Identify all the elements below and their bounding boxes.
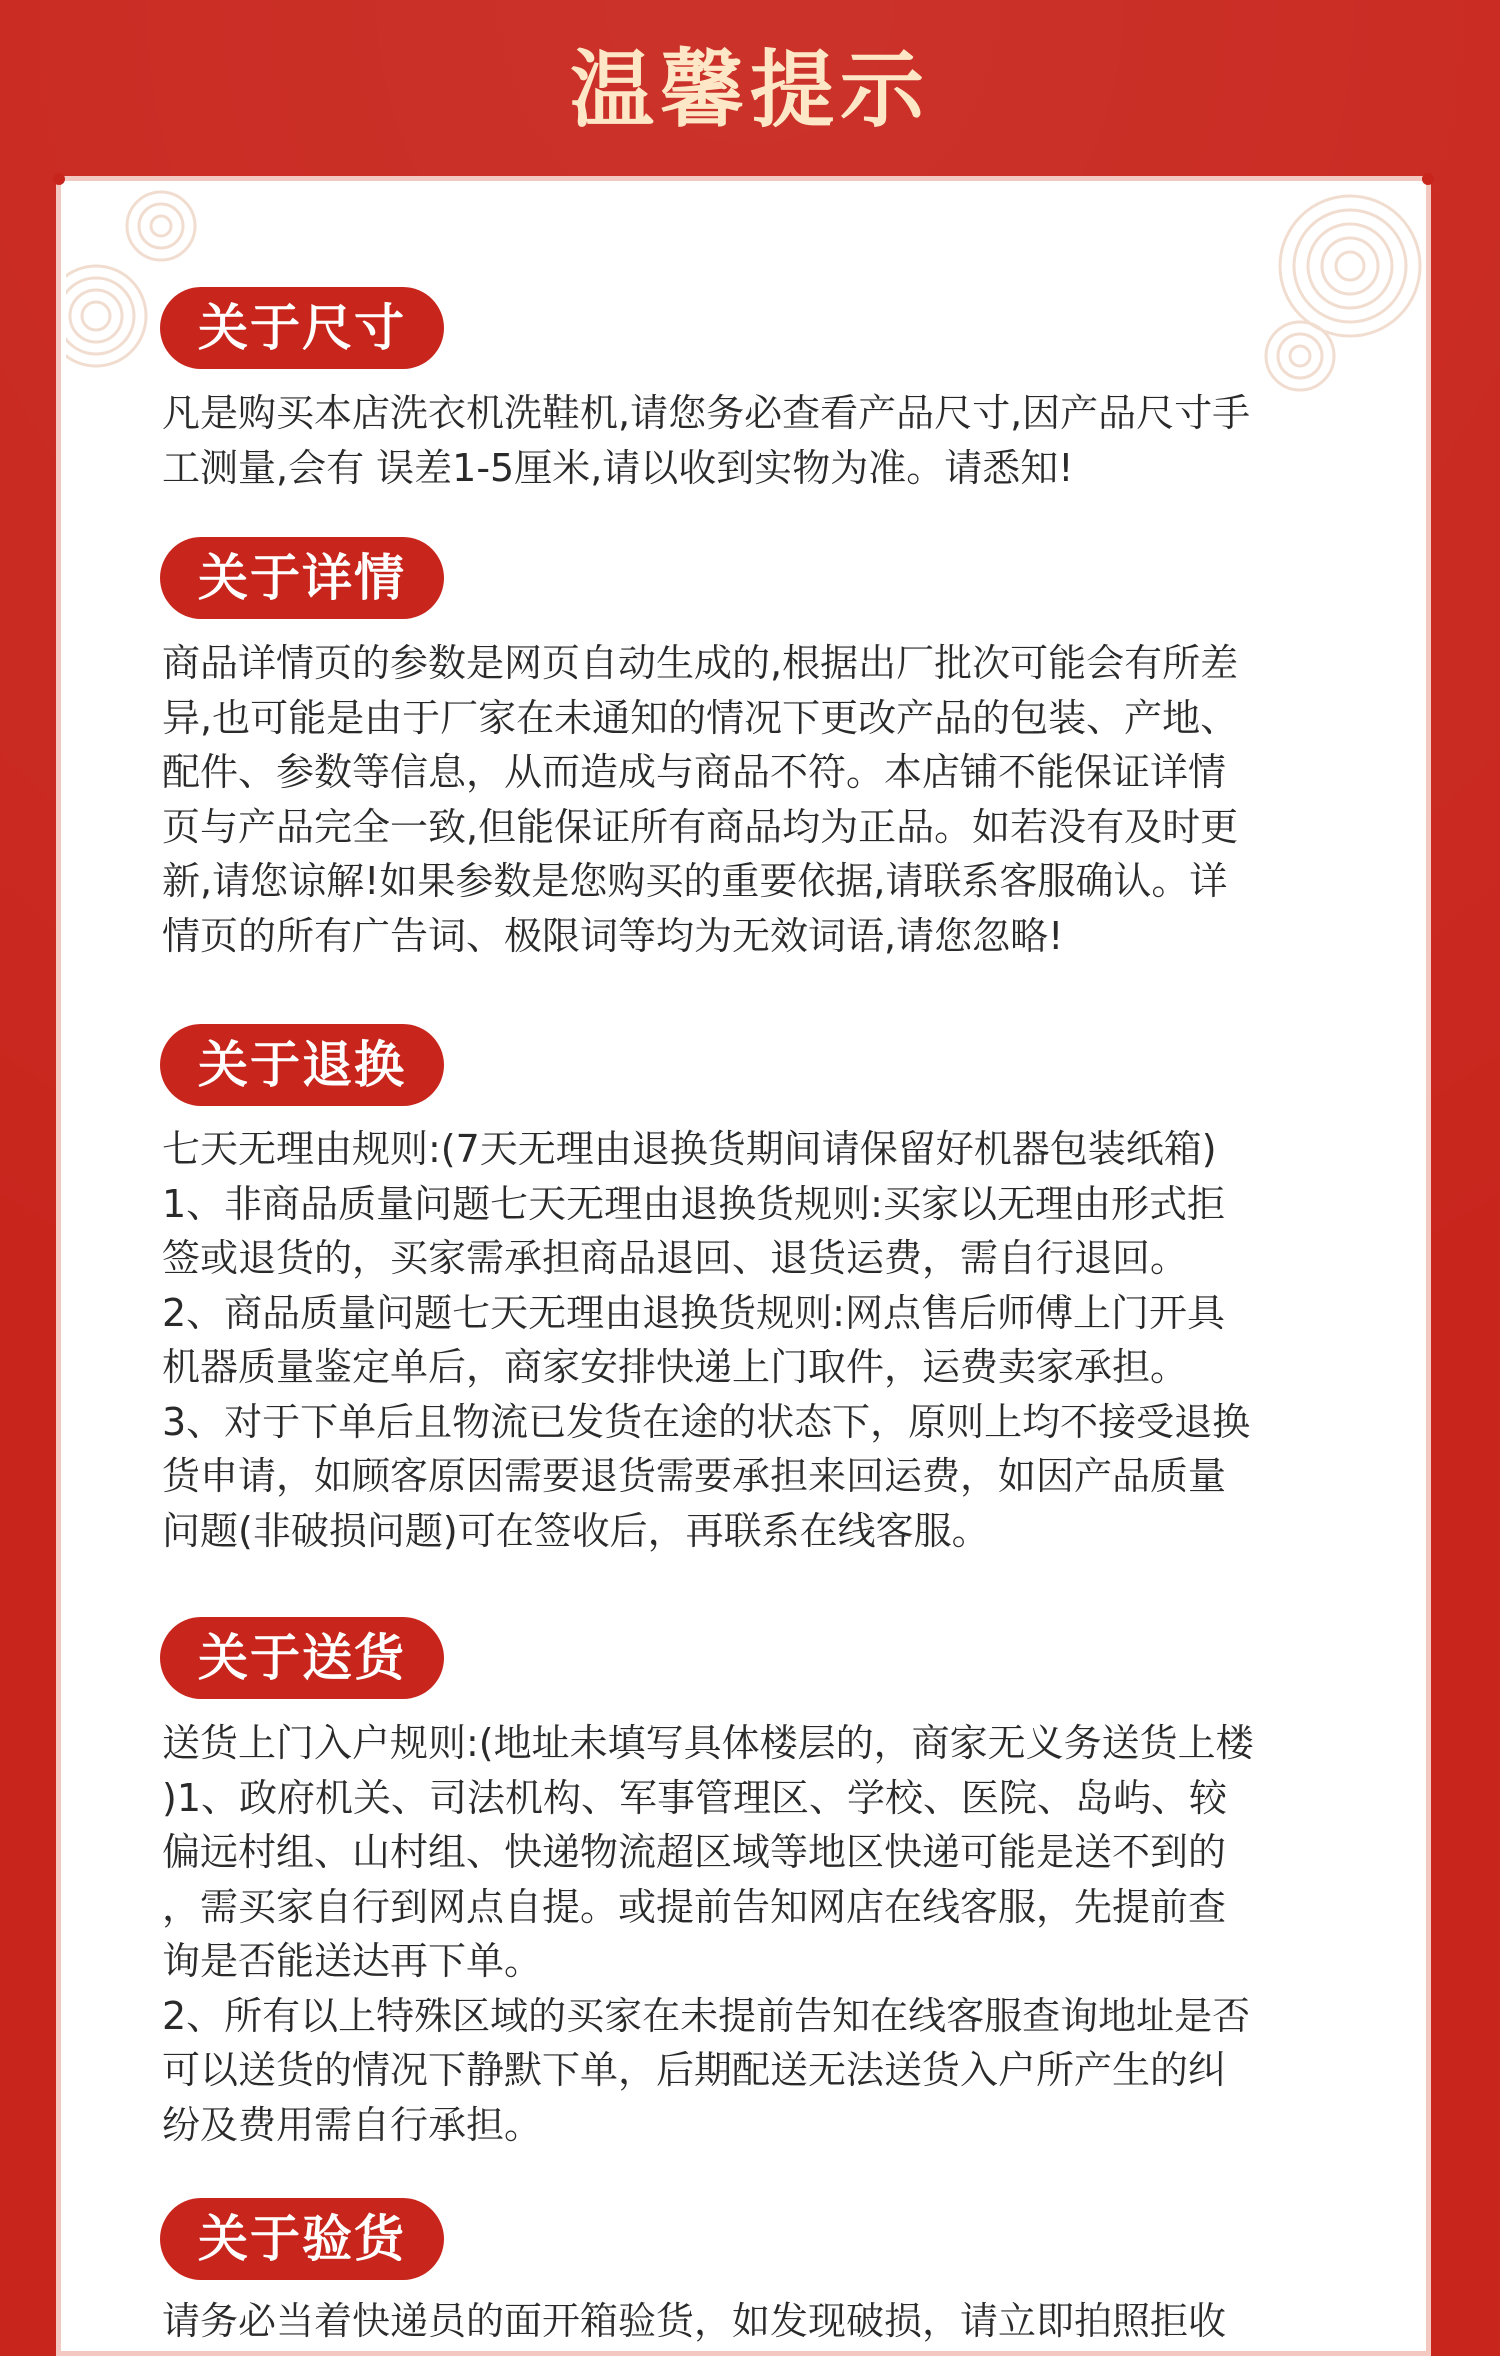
corner-dot <box>1422 173 1434 185</box>
cloud-pattern-icon <box>1230 186 1425 396</box>
section-text-details: 商品详情页的参数是网页自动生成的,根据出厂批次可能会有所差 异,也可能是由于厂家在未通知的情况下更改产品的包装、产地、 配件、参数等信息，从而造成与商品不符。本店铺不能保证详情 页与产品完全一致,但能保证所有商品均为正品。如若没有及时更 新,请您谅解!如果参数是您购买的重要依据,请联系客服确认。详 情页的所有广告词、极限词等均为无效词语,请您忽略! <box>162 641 1239 958</box>
section-text-size: 凡是购买本店洗衣机洗鞋机,请您务必查看产品尺寸,因产品尺寸手 工测量,会有 误差1-5厘米,请以收到实物为准。请悉知! <box>162 391 1251 490</box>
section-text-inspection: 请务必当着快递员的面开箱验货，如发现破损，请立即拍照拒收 <box>162 2299 1227 2343</box>
section-heading-returns: 关于退换 <box>160 1024 444 1106</box>
section-heading-size: 关于尺寸 <box>160 287 444 369</box>
section-text-delivery: 送货上门入户规则:(地址未填写具体楼层的，商家无义务送货上楼 )1、政府机关、司法机构、军事管理区、学校、医院、岛屿、较 偏远村组、山村组、快递物流超区域等地区快递可能是送不到的 ，需买家自行到网点自提。或提前告知网店在线客服，先提前查 询是否能送达再下单。 2、所有以上特殊区域的买家在未提前告知在线客服查询地址是否 可以送货的情况下静默下单，后期配送无法送货入户所产生的纠 纷及费用需自行承担。 <box>162 1721 1254 2147</box>
section-heading-delivery: 关于送货 <box>160 1617 444 1699</box>
corner-dot <box>53 173 65 185</box>
section-heading-inspection: 关于验货 <box>160 2198 444 2280</box>
section-heading-details: 关于详情 <box>160 537 444 619</box>
page-title: 温馨提示 <box>569 41 930 139</box>
section-text-returns: 七天无理由规则:(7天无理由退换货期间请保留好机器包装纸箱) 1、非商品质量问题七天无理由退换货规则:买家以无理由形式拒 签或退货的，买家需承担商品退回、退货运费，需自行退回。 2、商品质量问题七天无理由退换货规则:网点售后师傅上门开具 机器质量鉴定单后，商家安排快递上门取件，运费卖家承担。 3、对于下单后且物流已发货在途的状态下，原则上均不接受退换 货申请，如顾客原因需要退货需要承担来回运费，如因产品质量 问题(非破损问题)可在签收后，再联系在线客服。 <box>162 1127 1251 1553</box>
